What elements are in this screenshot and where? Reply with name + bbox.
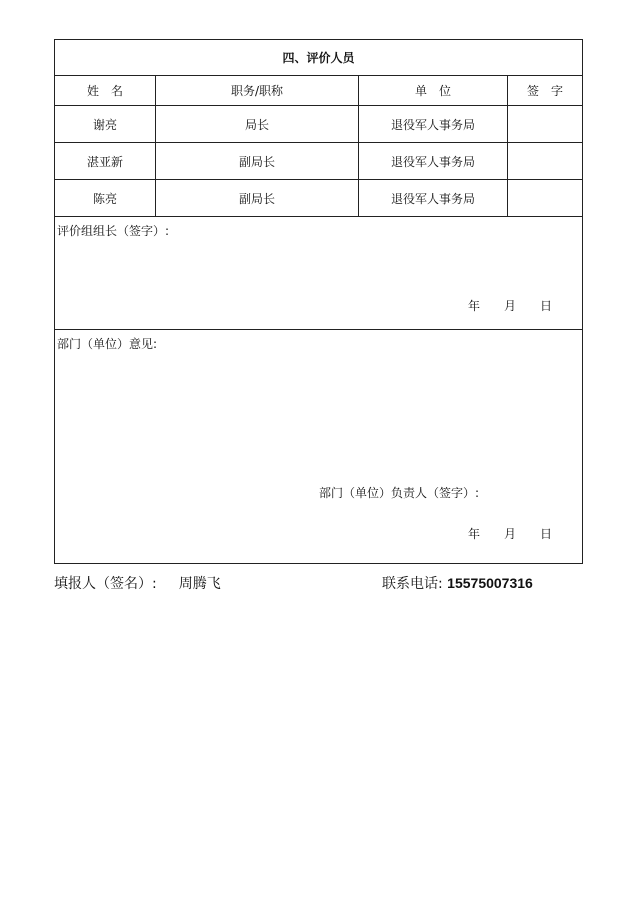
header-position: 职务/职称 [156, 76, 359, 106]
table-row [55, 180, 583, 217]
department-opinion-label: 部门（单位）意见: [57, 337, 158, 351]
member-unit: 退役军人事务局 [359, 106, 508, 143]
member-signature-cell[interactable] [508, 106, 583, 143]
table-row [55, 106, 583, 143]
evaluators-table [54, 39, 583, 564]
filler-info [54, 573, 221, 593]
leader-signature-label: 评价组组长（签字）: [57, 224, 170, 238]
header-signature: 签 字 [508, 76, 583, 106]
member-signature-cell[interactable] [508, 143, 583, 180]
header-unit: 单 位 [359, 76, 508, 106]
phone-label: 联系电话: [382, 576, 443, 592]
department-opinion-section[interactable] [55, 330, 583, 564]
leader-signature-section[interactable] [55, 217, 583, 330]
header-name: 姓 名 [55, 76, 156, 106]
table-row [55, 143, 583, 180]
member-position: 局长 [156, 106, 359, 143]
department-date-line: 年 月 日 [468, 527, 553, 541]
filler-label: 填报人（签名）: [54, 576, 157, 592]
phone-number: 15575007316 [447, 575, 533, 591]
filler-name: 周腾飞 [178, 576, 221, 592]
member-name: 谢亮 [55, 106, 156, 143]
member-position: 副局长 [156, 143, 359, 180]
section-title: 四、评价人员 [55, 40, 583, 76]
table-header-row [55, 76, 583, 106]
member-unit: 退役军人事务局 [359, 180, 508, 217]
member-name: 陈亮 [55, 180, 156, 217]
responsible-person-label: 部门（单位）负责人（签字）: [319, 486, 480, 500]
member-name: 湛亚新 [55, 143, 156, 180]
leader-date-line: 年 月 日 [468, 299, 553, 313]
phone-info [382, 573, 533, 593]
member-signature-cell[interactable] [508, 180, 583, 217]
member-position: 副局长 [156, 180, 359, 217]
member-unit: 退役军人事务局 [359, 143, 508, 180]
